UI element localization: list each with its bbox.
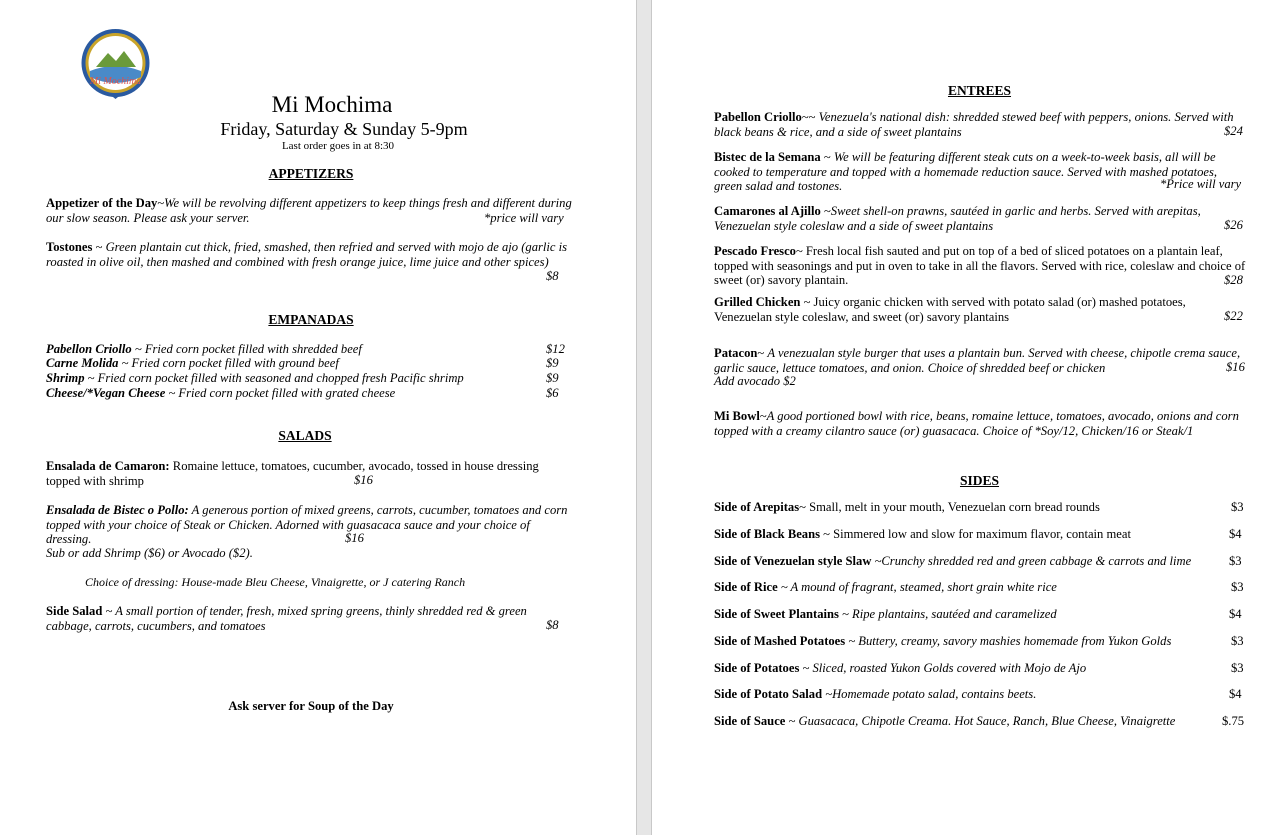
item-desc: ~ Ripe plantains, sautéed and caramelized	[838, 607, 1057, 621]
item-name: Mi Bowl	[714, 409, 760, 423]
item-price: $4	[1229, 527, 1242, 541]
entrees-heading: ENTREES	[947, 83, 1012, 98]
soup-note: Ask server for Soup of the Day	[228, 699, 394, 713]
item-price: $3	[1231, 634, 1244, 648]
salad-addon: Sub or add Shrimp ($6) or Avocado ($2).	[46, 546, 253, 560]
item-desc: ~ Simmered low and slow for maximum flavor, contain meat	[820, 527, 1131, 541]
entree-addon: Add avocado $2	[714, 374, 796, 388]
item-name: Pabellon Criollo	[714, 110, 802, 124]
item-price: *price will vary	[484, 211, 564, 225]
item-name: Side of Sauce	[714, 714, 786, 728]
empanadas-heading: EMPANADAS	[268, 312, 354, 327]
item-name: Side of Potatoes	[714, 661, 800, 675]
side-item	[714, 634, 1171, 649]
item-desc: We will be revolving different appetizers to keep things fresh and different during our slow season. Please ask your server.	[46, 196, 572, 225]
item-desc: Romaine lettuce, tomatoes, cucumber, avocado, tossed in house dressing topped with shrimp	[46, 459, 539, 488]
restaurant-name: Mi Mochima	[271, 92, 393, 117]
item-desc: ~ A small portion of tender, fresh, mixed spring greens, thinly shredded red & green cabbage, carrots, cucumbers, and tomatoes	[46, 604, 527, 633]
tostones-item: Tostones ~ Green plantain cut thick, fried, smashed, then refried and served with mojo de ajo (garlic is roasted in olive oil, then mashed and combined with fresh orange juice, lime juice and other spices)	[46, 240, 568, 269]
item-name: Side of Potato Salad	[714, 687, 823, 701]
item-price: $.75	[1222, 714, 1245, 728]
last-order-note: Last order goes in at 8:30	[281, 140, 395, 152]
item-desc: ~ Fried corn pocket filled with shredded beef	[131, 342, 362, 356]
item-price: $9	[546, 371, 559, 385]
item-desc: ~Crunchy shredded red and green cabbage & carrots and lime	[871, 554, 1192, 568]
item-price: $16	[345, 531, 364, 545]
item-desc: A generous portion of mixed greens, carrots, cucumber, tomatoes and corn topped with your choice of Steak or Chicken. Adorned with guasacaca sauce and your choice of dressing.	[46, 503, 568, 546]
side-item	[714, 661, 1086, 676]
item-price: $28	[1224, 273, 1243, 287]
item-name: Side of Black Beans	[714, 527, 821, 541]
item-desc: ~ Guasacaca, Chipotle Creama. Hot Sauce, Ranch, Blue Cheese, Vinaigrette	[785, 714, 1176, 728]
item-price: $16	[354, 473, 373, 487]
item-name: Patacon	[714, 346, 758, 360]
entree-item: Pabellon Criollo~~ Venezuela's national dish: shredded stewed beef with peppers, onions. Served with black beans & rice, and a side of sweet plantains	[714, 110, 1234, 139]
ensalada-camaron	[46, 459, 574, 488]
menu-page-right	[651, 0, 1284, 835]
item-name: Side of Rice	[714, 580, 778, 594]
dressing-choices: Choice of dressing: House-made Bleu Cheese, Vinaigrette, or J catering Ranch	[85, 575, 466, 589]
entree-item: Patacon~ A venezualan style burger that uses a plantain bun. Served with cheese, chipotle crema sauce, garlic sauce, lettuce tomatoes, and onion. Choice of shredded beef or chicken	[714, 346, 1241, 375]
side-item	[714, 554, 1191, 569]
item-name: Side of Venezuelan style Slaw	[714, 554, 872, 568]
item-price: $3	[1231, 661, 1244, 675]
item-price: *Price will vary	[1160, 177, 1242, 191]
item-name: Camarones al Ajillo	[714, 204, 821, 218]
item-price: $3	[1229, 554, 1242, 568]
item-name: Cheese/*Vegan Cheese	[46, 386, 166, 400]
item-desc: Venezuela's national dish: shredded stewed beef with peppers, onions. Served with black beans & rice, and a side of sweet plantains	[714, 110, 1234, 139]
side-item	[714, 714, 1175, 729]
sides-heading: SIDES	[959, 473, 1000, 488]
item-name: Appetizer of the Day	[46, 196, 158, 210]
hours-text: Friday, Saturday & Sunday 5-9pm	[220, 119, 468, 139]
item-name: Shrimp	[46, 371, 85, 385]
item-name: Carne Molida	[46, 356, 119, 370]
item-price: $12	[546, 342, 565, 356]
item-desc: ~Homemade potato salad, contains beets.	[822, 687, 1037, 701]
side-item	[714, 500, 1100, 515]
item-name: Bistec de la Semana	[714, 150, 821, 164]
item-price: $26	[1224, 218, 1243, 232]
item-desc: A good portioned bowl with rice, beans, romaine lettuce, tomatoes, avocado, onions and corn topped with a creamy cilantro sauce (or) guasacaca. Choice of *Soy/12, Chicken/16 or Steak/1	[714, 409, 1239, 438]
side-item	[714, 607, 1057, 622]
item-desc: ~ Fried corn pocket filled with seasoned and chopped fresh Pacific shrimp	[84, 371, 464, 385]
side-item	[714, 527, 1131, 542]
item-desc: Green plantain cut thick, fried, smashed, then refried and served with mojo de ajo (garlic is roasted in olive oil, then mashed and combined with fresh orange juice, lime juice and other spices)	[46, 240, 568, 269]
item-price: $24	[1224, 124, 1243, 138]
svg-text:Mi Mochima: Mi Mochima	[89, 76, 142, 87]
item-price: $9	[546, 356, 559, 370]
item-name: Ensalada de Bistec o Pollo:	[46, 503, 189, 517]
item-price: $8	[546, 618, 559, 632]
item-name: Tostones	[46, 240, 93, 254]
item-name: Pescado Fresco	[714, 244, 796, 258]
item-price: $3	[1231, 580, 1244, 594]
entree-item: Bistec de la Semana ~ We will be featuring different steak cuts on a week-to-week basis, all will be cooked to temperature and topped with a homemade reduction sauce. Served with mashed potatoes, green salad and tostones.	[714, 150, 1218, 193]
item-price: $8	[546, 269, 559, 283]
item-price: $3	[1231, 500, 1244, 514]
salads-heading: SALADS	[278, 428, 332, 443]
side-salad	[46, 604, 574, 633]
appetizers-heading: APPETIZERS	[268, 166, 354, 181]
ensalada-bistec	[46, 503, 574, 547]
item-price: $22	[1224, 309, 1243, 323]
item-name: Side of Arepitas	[714, 500, 800, 514]
item-desc: Juicy organic chicken with served with potato salad (or) mashed potatoes, Venezuelan style coleslaw, and sweet (or) savory plantains	[714, 295, 1186, 324]
item-desc: A venezualan style burger that uses a plantain bun. Served with cheese, chipotle crema sauce, garlic sauce, lettuce tomatoes, and onion. Choice of shredded beef or chicken	[714, 346, 1241, 375]
entree-item: Camarones al Ajillo ~Sweet shell-on prawns, sautéed in garlic and herbs. Served with arepitas, Venezuelan style coleslaw and a side of sweet plantains	[714, 204, 1201, 233]
item-price: $4	[1229, 607, 1242, 621]
side-item	[714, 687, 1036, 702]
entree-item: Pescado Fresco~ Fresh local fish sauted and put on top of a bed of sliced potatoes on a plantain leaf, topped with seasonings and put in oven to take in all the flavors. Served with rice, coleslaw and choice of sweet (or) savory plantain.	[714, 244, 1246, 287]
empanada-row	[46, 371, 464, 386]
item-desc: ~ Fried corn pocket filled with grated cheese	[165, 386, 396, 400]
entree-item: Grilled Chicken ~ Juicy organic chicken with served with potato salad (or) mashed potatoes, Venezuelan style coleslaw, and sweet (or) savory plantains	[714, 295, 1186, 324]
item-desc: Sweet shell-on prawns, sautéed in garlic and herbs. Served with arepitas, Venezuelan style coleslaw and a side of sweet plantains	[714, 204, 1201, 233]
empanada-row	[46, 342, 362, 357]
item-desc: ~ Buttery, creamy, savory mashies homemade from Yukon Golds	[845, 634, 1172, 648]
item-name: Side of Mashed Potatoes	[714, 634, 846, 648]
appetizer-of-day: Appetizer of the Day~We will be revolving different appetizers to keep things fresh and different during our slow season. Please ask your server.	[46, 196, 572, 225]
item-desc: ~ Sliced, roasted Yukon Golds covered with Mojo de Ajo	[799, 661, 1087, 675]
menu-page-left	[0, 0, 637, 835]
item-desc: We will be featuring different steak cuts on a week-to-week basis, all will be cooked to temperature and topped with a homemade reduction sauce. Served with mashed potatoes, green salad and tostones.	[714, 150, 1218, 193]
item-price: $6	[546, 386, 559, 400]
empanada-row	[46, 356, 339, 371]
item-desc: Fresh local fish sauted and put on top of a bed of sliced potatoes on a plantain leaf, topped with seasonings and put in oven to take in all the flavors. Served with rice, coleslaw and choice of sweet (or) savory plantain.	[714, 244, 1246, 287]
item-name: Ensalada de Camaron:	[46, 459, 170, 473]
item-name: Pabellon Criollo	[46, 342, 132, 356]
empanada-row	[46, 386, 395, 401]
side-item	[714, 580, 1057, 595]
restaurant-logo	[78, 27, 153, 102]
item-name: Side of Sweet Plantains	[714, 607, 839, 621]
item-name: Side Salad	[46, 604, 103, 618]
item-desc: ~ A mound of fragrant, steamed, short grain white rice	[777, 580, 1057, 594]
item-desc: ~ Small, melt in your mouth, Venezuelan corn bread rounds	[799, 500, 1100, 514]
item-price: $16	[1226, 360, 1245, 374]
item-name: Grilled Chicken	[714, 295, 801, 309]
entree-item: Mi Bowl~A good portioned bowl with rice, beans, romaine lettuce, tomatoes, avocado, onions and corn topped with a creamy cilantro sauce (or) guasacaca. Choice of *Soy/12, Chicken/16 or Steak/1	[714, 409, 1239, 438]
item-price: $4	[1229, 687, 1242, 701]
item-desc: ~ Fried corn pocket filled with ground beef	[118, 356, 339, 370]
